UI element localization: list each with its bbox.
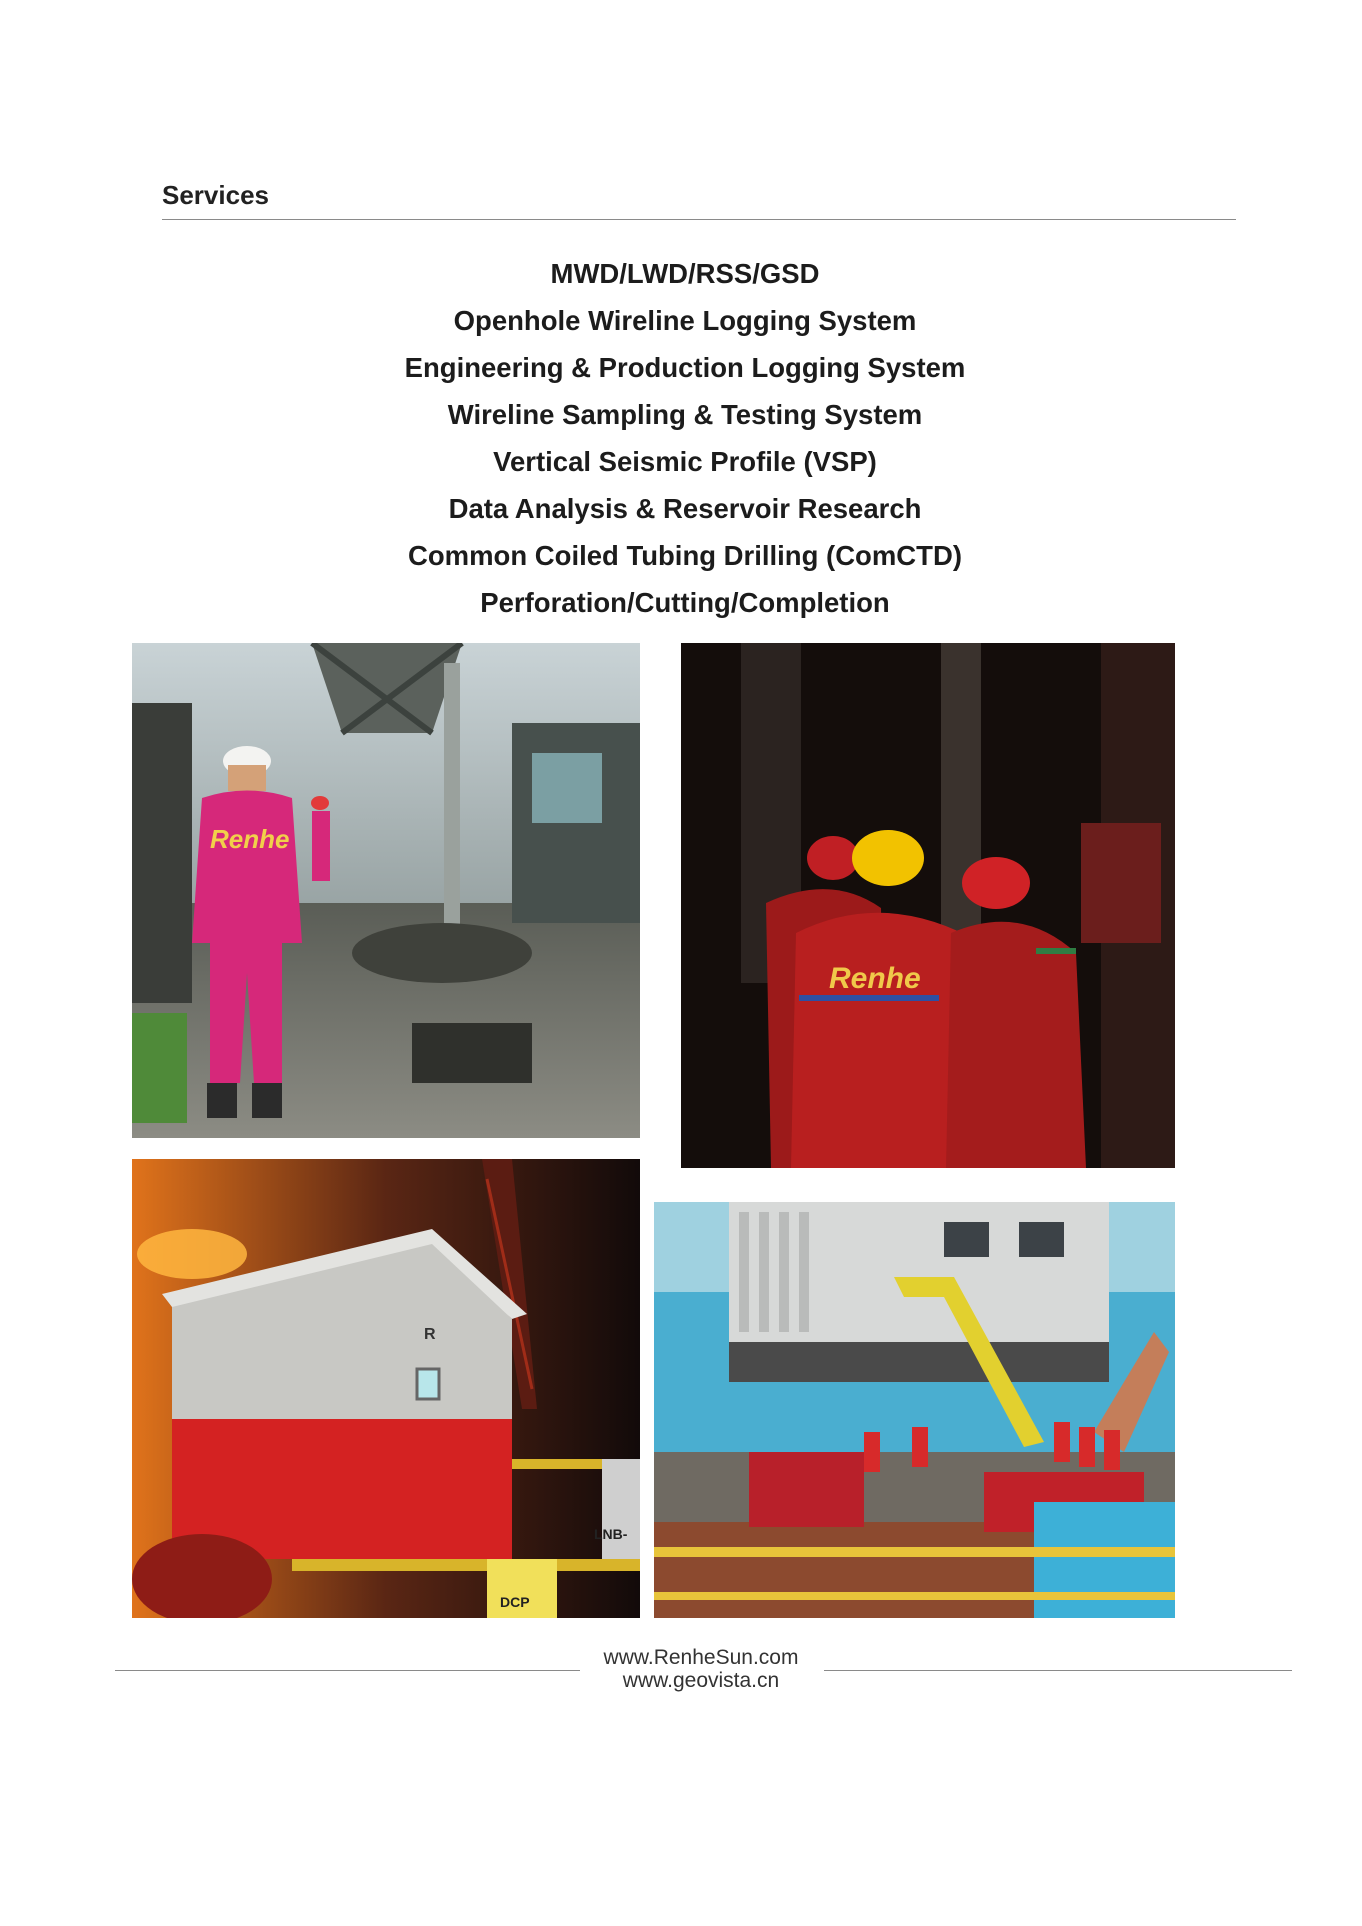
svg-text:R: R [424, 1326, 436, 1343]
footer-divider-right [824, 1670, 1292, 1671]
service-item: MWD/LWD/RSS/GSD [550, 258, 820, 289]
services-list [0, 250, 1362, 626]
renhe-logo: Renhe [829, 962, 921, 995]
logging-unit-photo [132, 1159, 640, 1618]
rig-floor-photo [132, 643, 640, 1138]
service-item: Perforation/Cutting/Completion [480, 587, 890, 618]
service-item: Openhole Wireline Logging System [453, 305, 917, 336]
crew-photo [681, 643, 1175, 1168]
service-item: Wireline Sampling & Testing System [447, 399, 923, 430]
service-item: Data Analysis & Reservoir Research [448, 493, 922, 524]
service-item: Vertical Seismic Profile (VSP) [493, 446, 877, 477]
renhe-logo: Renhe [210, 824, 290, 854]
dcp-tag: DCP [500, 1594, 530, 1610]
website-link-renhesun[interactable]: www.RenheSun.com [603, 1646, 799, 1669]
website-link-geovista[interactable]: www.geovista.cn [622, 1669, 780, 1692]
footer-divider-left [115, 1670, 580, 1671]
service-item: Common Coiled Tubing Drilling (ComCTD) [407, 540, 962, 571]
section-title: Services [162, 180, 269, 210]
service-item: Engineering & Production Logging System [404, 352, 966, 383]
section-divider [162, 219, 1236, 220]
unit-label: LNB- [594, 1526, 628, 1542]
footer-links [583, 1646, 819, 1692]
offshore-deck-photo [654, 1202, 1175, 1618]
